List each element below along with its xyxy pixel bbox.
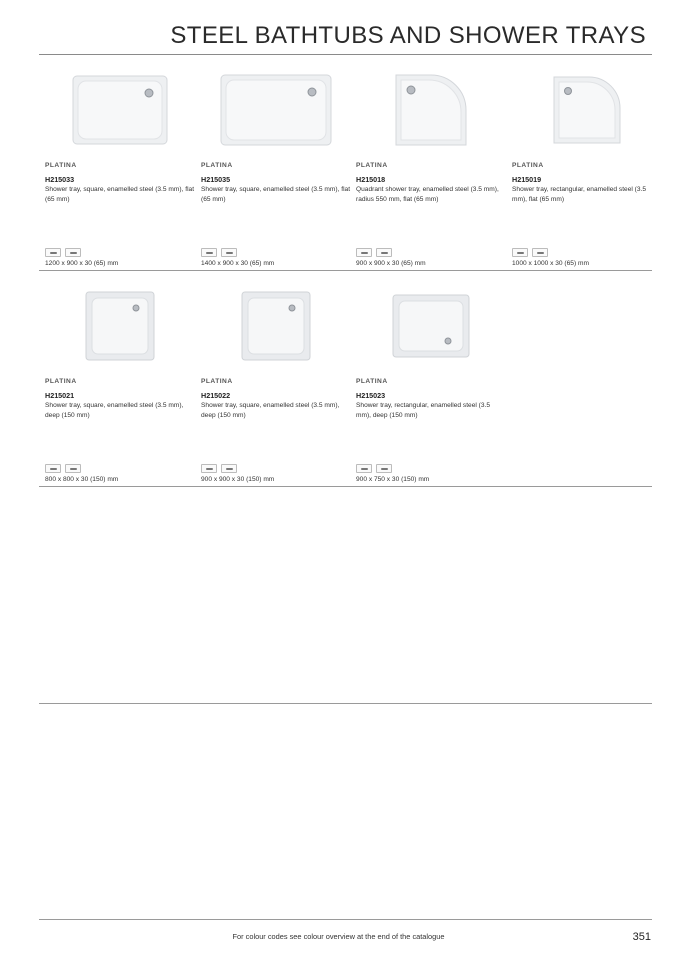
colour-chip[interactable] [376, 248, 392, 257]
colour-chip[interactable] [65, 248, 81, 257]
colour-chips [356, 464, 392, 473]
product-code[interactable]: H215023 [356, 391, 386, 400]
colour-chips [45, 248, 81, 257]
colour-chips [201, 248, 237, 257]
product-brand: PLATINA [45, 162, 77, 169]
product-brand: PLATINA [201, 162, 233, 169]
product-card[interactable] [45, 286, 195, 486]
header-rule [39, 54, 652, 55]
colour-chip[interactable] [45, 248, 61, 257]
colour-chip[interactable] [356, 464, 372, 473]
rectangular-shower-tray-icon [220, 74, 332, 146]
colour-chip[interactable] [201, 248, 217, 257]
square-shower-tray-icon [241, 291, 311, 361]
product-card[interactable] [201, 286, 351, 486]
product-description: Shower tray, square, enamelled steel (3.5 mm), deep (150 mm) [45, 402, 184, 419]
rectangular-shower-tray-icon [392, 294, 470, 358]
quadrant-shower-tray-icon [551, 74, 623, 146]
product-description: Shower tray, rectangular, enamelled steel (3.5 mm), flat (65 mm) [512, 186, 647, 203]
product-image [201, 70, 351, 150]
colour-chips [45, 464, 81, 473]
product-image [356, 286, 506, 366]
product-dimensions: 900 x 900 x 30 (65) mm [356, 260, 426, 267]
footer-note: For colour codes see colour overview at the end of the catalogue [232, 932, 445, 941]
colour-chip[interactable] [376, 464, 392, 473]
product-code[interactable]: H215021 [45, 391, 75, 400]
product-image [45, 286, 195, 366]
product-card[interactable] [201, 70, 351, 270]
colour-chip[interactable] [221, 464, 237, 473]
product-brand: PLATINA [201, 378, 233, 385]
product-brand: PLATINA [356, 162, 388, 169]
colour-chip[interactable] [356, 248, 372, 257]
colour-chip[interactable] [532, 248, 548, 257]
square-shower-tray-icon [85, 291, 155, 361]
colour-chip[interactable] [201, 464, 217, 473]
colour-chip[interactable] [65, 464, 81, 473]
colour-chips [201, 464, 237, 473]
product-description: Shower tray, square, enamelled steel (3.5 mm), deep (150 mm) [201, 402, 340, 419]
product-dimensions: 800 x 800 x 30 (150) mm [45, 476, 119, 483]
colour-chip[interactable] [221, 248, 237, 257]
product-image [512, 70, 662, 150]
section-divider [39, 703, 652, 704]
product-code[interactable]: H215019 [512, 175, 542, 184]
product-image [45, 70, 195, 150]
row-divider [39, 270, 652, 271]
quadrant-shower-tray-icon [393, 72, 469, 148]
colour-chip[interactable] [45, 464, 61, 473]
product-card[interactable] [356, 70, 506, 270]
product-image [356, 70, 506, 150]
product-code[interactable]: H215022 [201, 391, 231, 400]
product-brand: PLATINA [512, 162, 544, 169]
colour-chips [356, 248, 392, 257]
product-description: Shower tray, square, enamelled steel (3.5 mm), flat (65 mm) [45, 186, 195, 203]
product-dimensions: 1000 x 1000 x 30 (65) mm [512, 260, 589, 267]
product-code[interactable]: H215035 [201, 175, 231, 184]
product-dimensions: 1200 x 900 x 30 (65) mm [45, 260, 119, 267]
product-brand: PLATINA [356, 378, 388, 385]
colour-chips [512, 248, 548, 257]
product-dimensions: 900 x 750 x 30 (150) mm [356, 476, 430, 483]
product-card[interactable] [45, 70, 195, 270]
product-description: Shower tray, square, enamelled steel (3.5 mm), flat (65 mm) [201, 186, 351, 203]
page-title: STEEL BATHTUBS AND SHOWER TRAYS [170, 22, 646, 49]
footer-rule [39, 919, 652, 920]
row-divider [39, 486, 652, 487]
colour-chip[interactable] [512, 248, 528, 257]
product-brand: PLATINA [45, 378, 77, 385]
product-description: Shower tray, rectangular, enamelled steel (3.5 mm), deep (150 mm) [356, 402, 491, 419]
product-card[interactable] [356, 286, 506, 486]
page-number: 351 [632, 931, 651, 943]
product-dimensions: 900 x 900 x 30 (150) mm [201, 476, 275, 483]
product-card[interactable] [512, 70, 662, 270]
product-code[interactable]: H215018 [356, 175, 386, 184]
product-dimensions: 1400 x 900 x 30 (65) mm [201, 260, 275, 267]
product-image [201, 286, 351, 366]
rectangular-shower-tray-icon [72, 75, 168, 145]
product-code[interactable]: H215033 [45, 175, 75, 184]
product-description: Quadrant shower tray, enamelled steel (3.5 mm), radius 550 mm, flat (65 mm) [356, 186, 499, 203]
